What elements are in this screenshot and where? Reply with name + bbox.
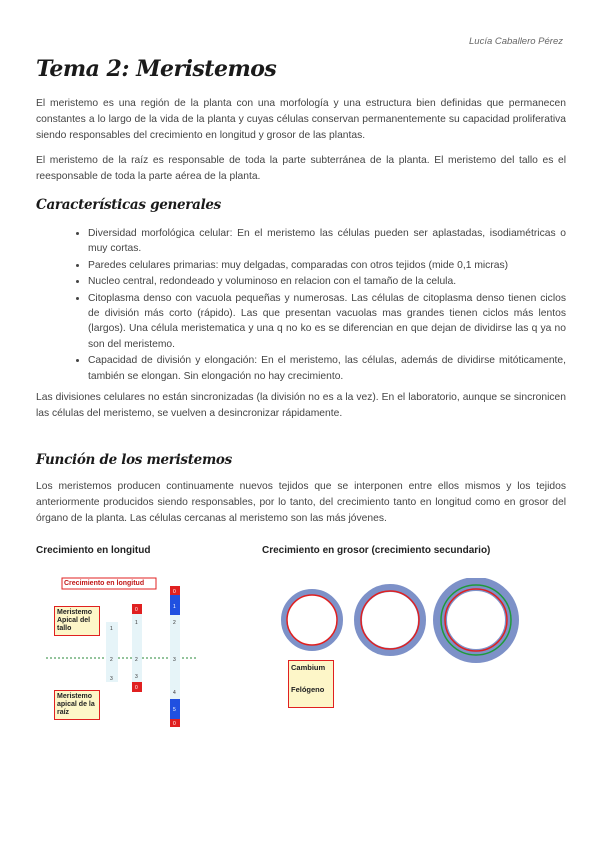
figure-label-longitud: Crecimiento en longitud [36,545,151,556]
list-item: • Capacidad de división y elongación: En el meristemo, las células, además de dividirse mitóticamente, también se elongan. Sin elongación no hay crecimiento. [88,353,566,384]
col1-mark: 3 [110,676,113,682]
caracteristicas-list [36,226,566,385]
col2-mark: 0 [135,685,138,691]
col2-mark: 2 [135,657,138,663]
col2-mark: 3 [135,674,138,680]
legend-text-longitud: Crecimiento en longitud [64,580,145,587]
figure-label-grosor: Crecimiento en grosor (crecimiento secundario) [262,545,491,556]
list-item: • Nucleo central, redondeado y voluminoso en relacion con el tamaño de la celula. [88,274,566,289]
label-apical-raiz: Meristemo apical de la raíz [54,690,100,720]
funcion-paragraph: Los meristemos producen continuamente nuevos tejidos que se interponen entre ellos mismos y los tejidos anteriormente producidos siendo responsables, por lo tanto, del crecimiento tanto en longitud como en grosor del órgano de la planta. Las células cercanas al meristemo son las más jóvenes. [36,481,566,524]
col3-mark: 1 [173,604,176,610]
col3-mark: 2 [173,620,176,626]
legend-cambium: Cambium [291,663,326,672]
caracteristicas-closing: Las divisiones celulares no están sincronizadas (la división no es a la vez). En el laboratorio, aunque se sincronicen las células del meristemo, se vuelven a desincronizar rápidamente. [36,392,566,419]
col1-mark: 1 [110,626,113,632]
grosor-legend [288,660,334,708]
col3-mark: 0 [173,721,176,727]
label-apical-tallo: Meristemo Apical del tallo [54,606,100,636]
author-name: Lucía Caballero Pérez [469,36,563,47]
col3-mark: 5 [173,707,176,713]
section-heading-caracteristicas: Características generales [36,197,221,213]
list-item: • Diversidad morfológica celular: En el meristemo las células pueden ser aplastadas, isodiamétricas o muy cortas. [88,226,566,257]
col1-mark: 2 [110,657,113,663]
col3-mark: 4 [173,690,176,696]
list-item: • Paredes celulares primarias: muy delgadas, comparadas con otros tejidos (mide 0,1 micras) [88,258,566,273]
col3-mark: 3 [173,657,176,663]
stem-ring-small [284,592,340,648]
stem-ring-medium [358,588,422,652]
list-item: • Citoplasma denso con vacuola pequeñas y numerosas. Las células de citoplasma denso tienen ciclos de división más corto (rápido). Las que presentan vacuolas mas grandes tienen ciclos más lentos (largos). Una célula meristematica y una q no ko es se diferencian en que dejan de dividirse las q ya no son del meristemo. [88,291,566,353]
col2-mark: 1 [135,620,138,626]
col2-mark: 0 [135,607,138,613]
intro-paragraph-1: El meristemo es una región de la planta con una morfología y una estructura bien definidas que permanecen constantes a lo largo de la vida de la planta y cuyas células conservan permanentemente su capacidad proliferativa siendo responsables del crecimiento en longitud y grosor de las plantas. [36,98,566,141]
page-title: Tema 2: Meristemos [36,56,277,82]
section-heading-funcion: Función de los meristemos [36,452,232,468]
intro-paragraph-2: El meristemo de la raíz es responsable de toda la parte subterránea de la planta. El meristemo del tallo es el reesponsable de toda la parte aérea de la planta. [36,155,566,182]
legend-felogeno: Felógeno [291,685,325,694]
col3-mark: 0 [173,589,176,595]
